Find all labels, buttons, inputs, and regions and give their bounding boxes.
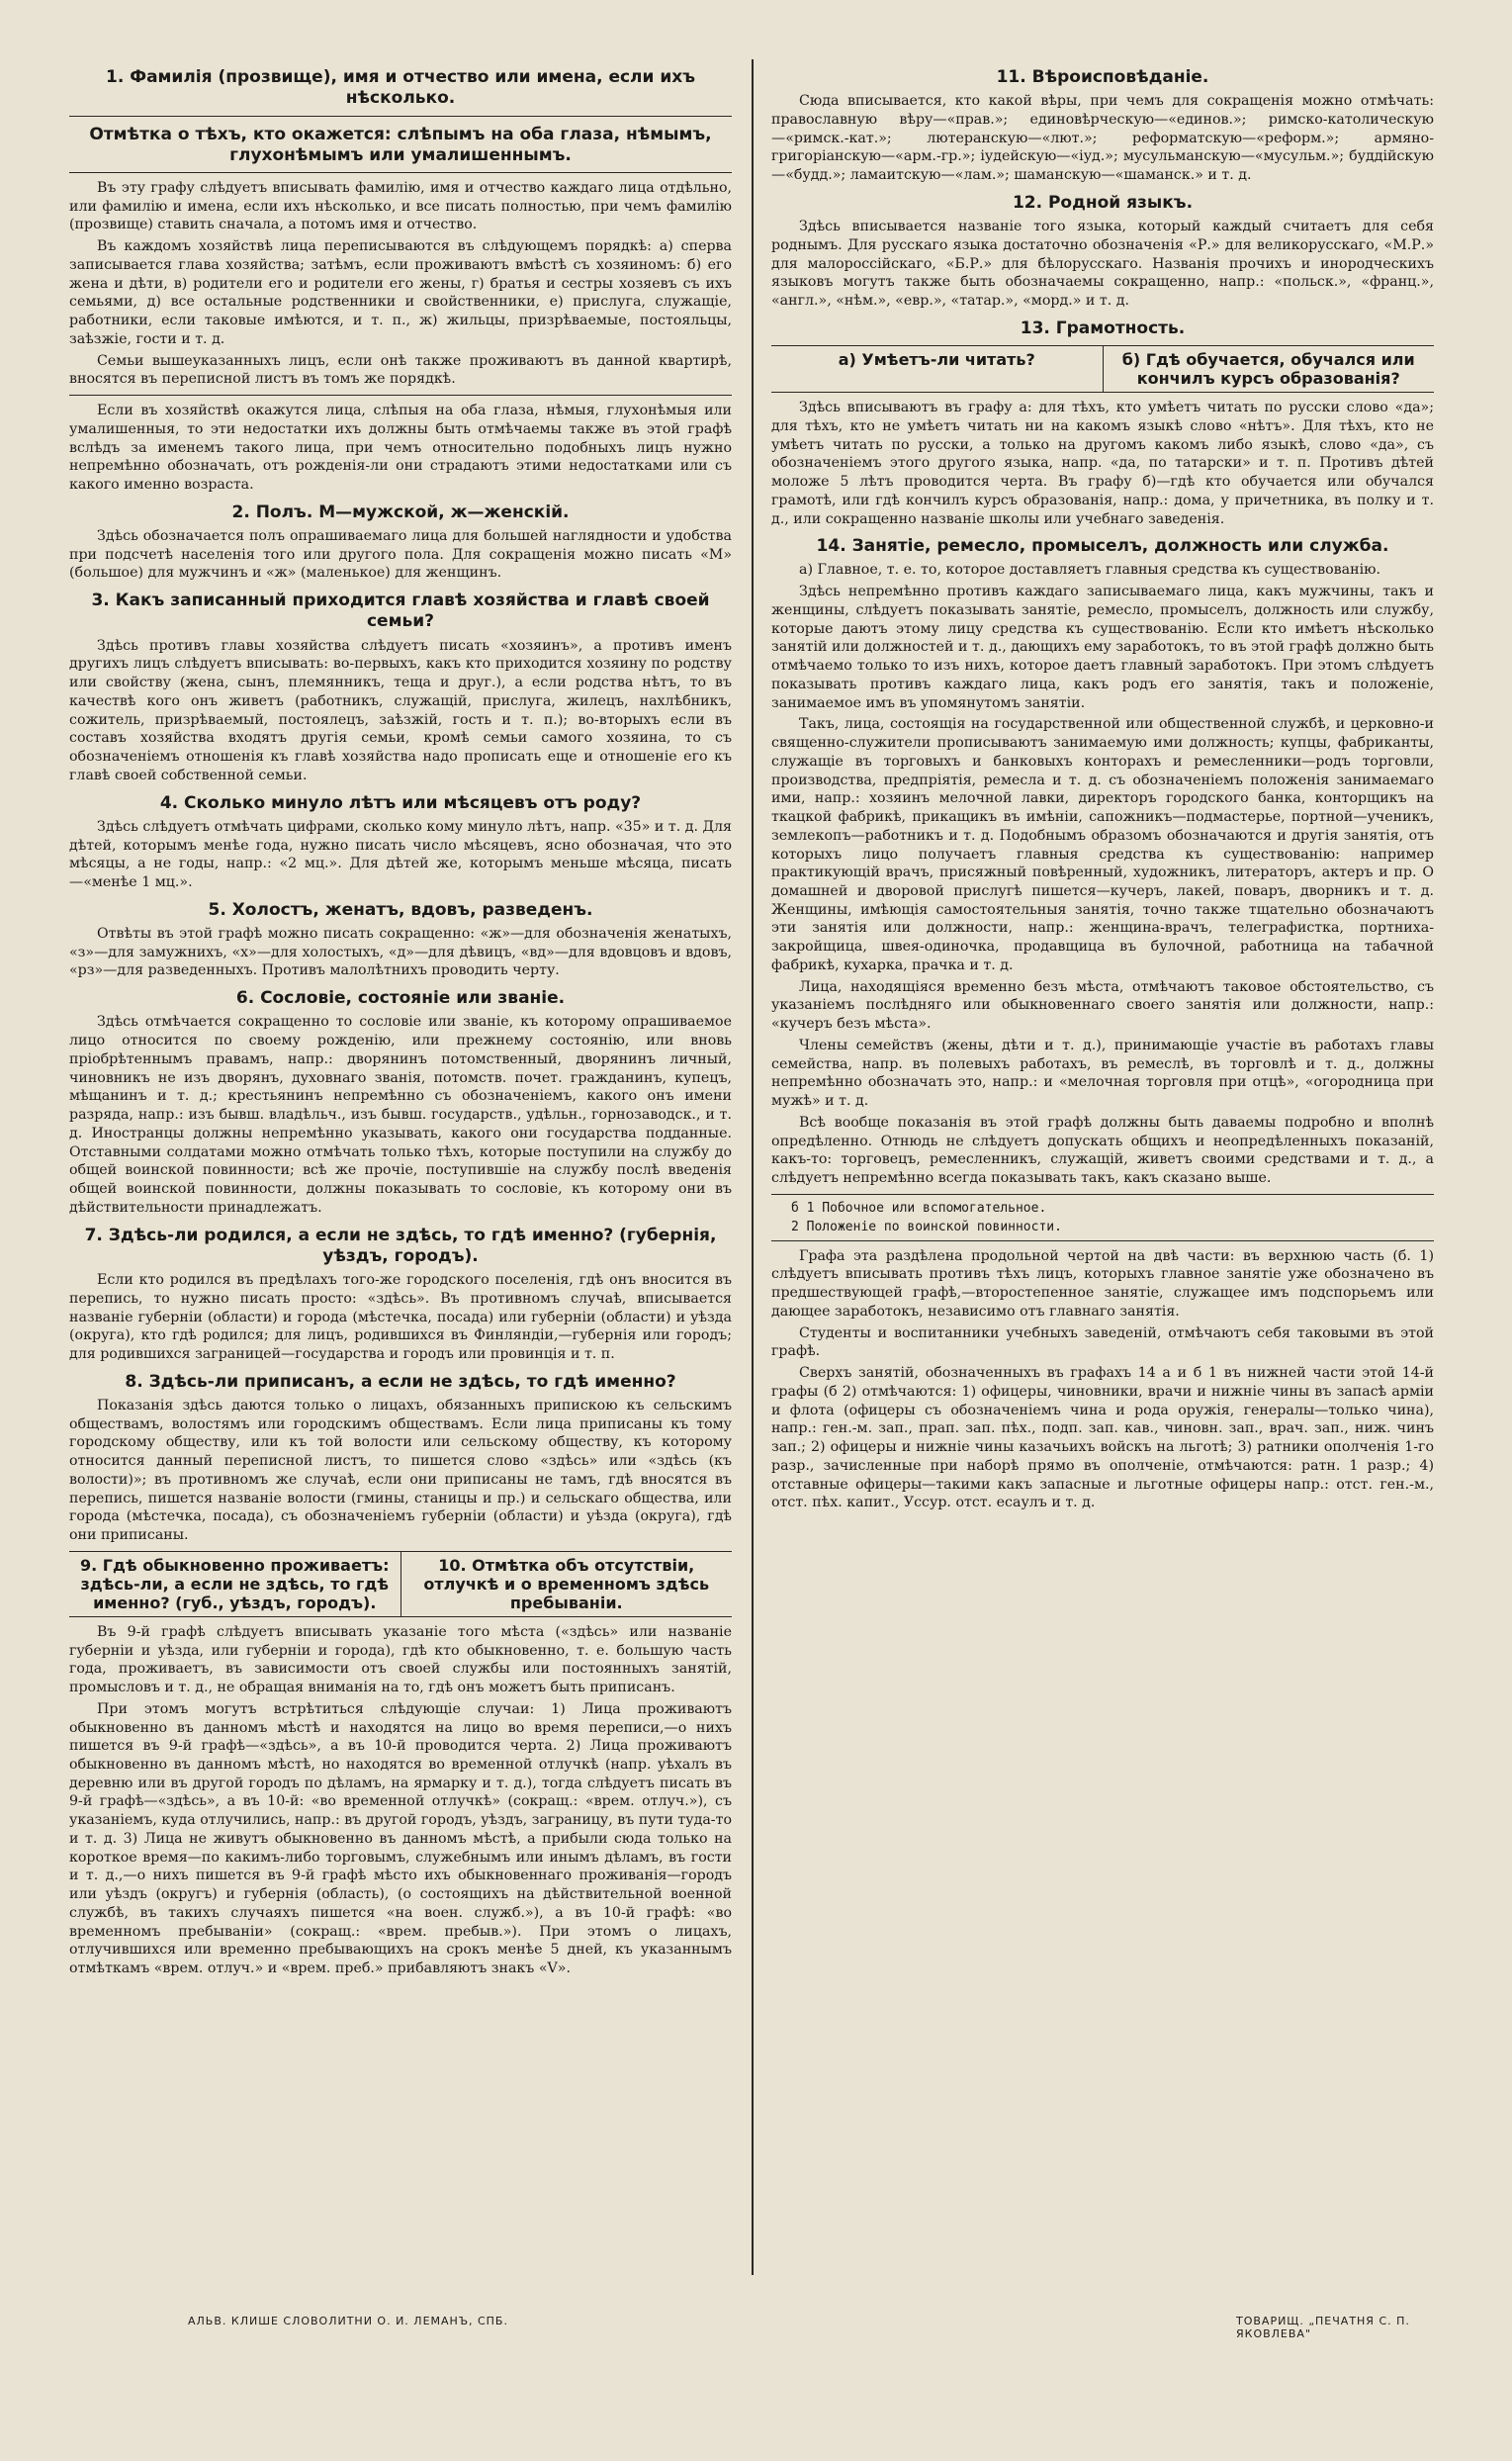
section-14-paragraph: а) Главное, т. е. то, которое доставляетъ главныя средства къ существованію. bbox=[799, 562, 1380, 579]
section-8-title: 8. Здѣсь-ли приписанъ, а если не здѣсь, то гдѣ именно? bbox=[125, 1371, 676, 1392]
section-6-paragraph: Здѣсь отмѣчается сокращенно то сословіе или званіе, къ которому опрашиваемое лицо относится по своему рожденію, или прежнему состоянію, или вновь пріобрѣтеннымъ правамъ, напр.: дворянинъ потомственный, дворянинъ личный, чиновникъ не изъ дворянъ, духовнаго званія, потомств. почет. гражданинъ, купецъ, мѣщанинъ и т. д.; крестьянинъ непремѣнно съ обозначеніемъ, какого онъ имени разряда, напр.: изъ бывш. владѣльч., изъ бывш. государств., удѣльн., горнозаводск., и т. д. Иностранцы должны непремѣнно указывать, какого они государства подданные. Отставными солдатами можно отмѣчать только тѣхъ, которые поступили на службу до общей воинской повинности; всѣ же прочіе, поступившіе на службу послѣ введенія общей воинской повинности, должны показывать то сословіе, къ которому они въ дѣйствительности принадлежатъ. bbox=[69, 1014, 732, 1216]
section-7-paragraph: Если кто родился въ предѣлахъ того-же городского поселенія, гдѣ онъ вносится въ перепись, то нужно писать просто: «здѣсь». Въ противномъ случаѣ, вписывается названіе губерніи (области) и города (мѣстечка, посада) или губерніи (области) и уѣзда (округа), кто гдѣ родился; для лицъ, родившихся въ Финляндіи,—губернія или городъ; для родившихся заграницей—государства и городъ или провинція и т. п. bbox=[69, 1272, 732, 1362]
printer-credit-right: ТОВАРИЩ. „ПЕЧАТНЯ С. П. ЯКОВЛЕВА" bbox=[1236, 2315, 1410, 2340]
section-14-paragraph: Лица, находящіяся временно безъ мѣста, отмѣчаютъ таковое обстоятельство, съ указаніемъ послѣдняго или обыкновеннаго своего занятія или должности, напр.: «кучеръ безъ мѣста». bbox=[771, 978, 1434, 1033]
section-1-paragraph: Семьи вышеуказанныхъ лицъ, если онѣ также проживаютъ въ данной квартирѣ, вносятся въ переписной листъ въ томъ же порядкѣ. bbox=[69, 352, 732, 388]
section-10-title: 10. Отмѣтка объ отсутствіи, отлучкѣ и о временномъ здѣсь пребываніи. bbox=[423, 1555, 710, 1612]
section-4-title: 4. Сколько минуло лѣтъ или мѣсяцевъ отъ роду? bbox=[159, 792, 642, 813]
printer-credit-left: АЛЬВ. КЛИШЕ СЛОВОЛИТНИ О. И. ЛЕМАНЪ, СПБ. bbox=[188, 2315, 508, 2327]
census-instructions-page bbox=[69, 59, 1434, 2374]
section-11-paragraph: Сюда вписывается, кто какой вѣры, при чемъ для сокращенія можно отмѣчать: православную вѣру—«прав.»; единовѣрческую—«единов.»; римско-католическую—«римск.-кат.»; лютеранскую—«лют.»; реформатскую—«реформ.»; армяно-григоріанскую—«арм.-гр.»; іудейскую—«іуд.»; мусульманскую—«мусульм.»; буддійскую—«будд.»; ламаитскую—«лам.»; шаманскую—«шаманск.» и т. д. bbox=[771, 93, 1434, 184]
section-2-title: 2. Полъ. М—мужской, ж—женскій. bbox=[231, 501, 570, 522]
section-8-paragraph: Показанія здѣсь даются только о лицахъ, обязанныхъ припискою къ сельскимъ обществамъ, волостямъ или городскимъ обществамъ. Если лица приписаны къ тому городскому обществу, или къ той волости или сельскому обществу, къ которому относится данный переписной листъ, то пишется слово «здѣсь» или «здѣсь (къ волости)»; въ противномъ же случаѣ, если они приписаны не тамъ, гдѣ вносятся въ перепись, пишется названіе волости (гмины, станицы и пр.) и сельскаго общества, или города (мѣстечка, посада), съ обозначеніемъ губерніи (области) и уѣзда (округа), гдѣ они приписаны. bbox=[69, 1397, 732, 1544]
rule bbox=[69, 172, 732, 173]
section-12-title: 12. Родной языкъ. bbox=[1012, 192, 1194, 213]
section-14-paragraph: Графа эта раздѣлена продольной чертой на двѣ части: въ верхнюю часть (б. 1) слѣдуетъ вписывать противъ тѣхъ лицъ, которыхъ главное занятіе уже обозначено въ предшествующей графѣ,—второстепенное занятіе, служащее имъ подспорьемъ или дающее заработокъ, независимо отъ главнаго занятія. bbox=[771, 1247, 1434, 1320]
section-14-paragraph: Студенты и воспитанники учебныхъ заведеній, отмѣчаютъ себя таковыми въ этой графѣ. bbox=[771, 1324, 1434, 1360]
section-5-title: 5. Холостъ, женатъ, вдовъ, разведенъ. bbox=[208, 899, 593, 920]
section-14-paragraph: Такъ, лица, состоящія на государственной или общественной службѣ, и церковно-и священно-служители прописываютъ занимаемую ими должность; купцы, фабриканты, служащіе въ торговыхъ и банковыхъ конторахъ и ремесленники—родъ торговли, производства, предпріятія, ремесла и т. д. съ обозначеніемъ положенія занимаемаго ими, напр.: хозяинъ мелочной лавки, директоръ городского банка, конторщикъ на ткацкой фабрикѣ, прикащикъ въ имѣніи, сапожникъ—подмастерье, портной—ученикъ, землекопъ—работникъ и т. д. Подобнымъ образомъ обозначаются и другія занятія, отъ которыхъ лицо получаетъ главныя средства къ существованію: например практикующій врачъ, присяжный повѣренный, художникъ, литераторъ, актеръ и пр. О домашней и дворовой прислугѣ пишется—кучеръ, лакей, поваръ, дворникъ и т. д. Женщины, имѣющія самостоятельныя занятія, точно также тщательно обозначаютъ эти занятія или должности, напр.: женщина-врачъ, телеграфистка, портниха-закройщица, швея-одиночка, продавщица въ булочной, работница на табачной фабрикѣ, кухарка, прачка и т. д. bbox=[771, 716, 1434, 973]
section-14-b2: 2 Положеніе по воинской повинности. bbox=[791, 1219, 1062, 1234]
section-9-paragraph: При этомъ могутъ встрѣтиться слѣдующіе случаи: 1) Лица проживаютъ обыкновенно въ данномъ мѣстѣ и находятся на лицо во время переписи,—о нихъ пишется въ 9-й графѣ—«здѣсь», а въ 10-й проводится черта. 2) Лица проживаютъ обыкновенно въ данномъ мѣстѣ, но находятся во временной отлучкѣ (напр. уѣхалъ въ деревню или въ другой городъ по дѣламъ, на ярмарку и т. д.), тогда слѣдуетъ писать въ 9-й графѣ—«здѣсь», а въ 10-й: «во временной отлучкѣ» (сокращ.: «врем. отлуч.»), съ указаніемъ, куда отлучились, напр.: въ другой городъ, уѣздъ, заграницу, въ пути туда-то и т. д. 3) Лица не живутъ обыкновенно въ данномъ мѣстѣ, а прибыли сюда только на короткое время—по какимъ-либо торговымъ, служебнымъ или инымъ дѣламъ, въ гости и т. д.,—о нихъ пишется въ 9-й графѣ мѣсто ихъ обыкновеннаго проживанія—городъ или уѣздъ (округъ) и губернія (область), (о состоящихъ на дѣйствительной военной службѣ, въ такихъ случаяхъ пишется «на воен. служб.»), а въ 10-й графѣ: «во временномъ пребываніи» (сокращ.: «врем. пребыв.»). При этомъ о лицахъ, отлучившихся или временно пребывающихъ на срокъ менѣе 5 дней, къ указаннымъ отмѣткамъ «врем. отлуч.» и «врем. преб.» прибавляютъ знакъ «V». bbox=[69, 1700, 732, 1977]
section-13-title: 13. Грамотность. bbox=[1020, 318, 1186, 338]
section-9-title: 9. Гдѣ обыкновенно проживаетъ: здѣсь-ли, а если не здѣсь, то гдѣ именно? (губ., уѣздъ, городъ). bbox=[69, 1552, 401, 1616]
section-1-paragraph: Если въ хозяйствѣ окажутся лица, слѣпыя на оба глаза, нѣмыя, глухонѣмыя или умалишенныя, то эти недостатки ихъ должны быть отмѣчаемы также въ этой графѣ вслѣдъ за именемъ такого лица, при чемъ относительно подобныхъ лицъ нужно непремѣнно обозначать, отъ рожденія-ли они страдаютъ этими недостатками или съ какого именно возраста. bbox=[69, 403, 732, 494]
section-1-paragraph: Въ каждомъ хозяйствѣ лица переписываются въ слѣдующемъ порядкѣ: а) сперва записывается глава хозяйства; затѣмъ, если проживаютъ вмѣстѣ съ хозяиномъ: б) его жена и дѣти, в) родители его и родители его жены, г) братья и сестры хозяевъ съ ихъ семьями, д) все остальные родственники и свойственники, е) прислуга, служащіе, работники, если таковые имѣются, и т. п., ж) жильцы, призрѣваемые, постояльцы, заѣзжіе, гости и т. д. bbox=[69, 238, 732, 347]
rule bbox=[771, 1194, 1434, 1195]
rule bbox=[69, 395, 732, 396]
rule bbox=[69, 116, 732, 117]
section-12-paragraph: Здѣсь вписывается названіе того языка, который каждый считаетъ для себя роднымъ. Для русскаго языка достаточно обозначенія «Р.» для великорусскаго, «М.Р.» для малороссійскаго, «Б.Р.» для бѣлорусскаго. Названія прочихъ и инородческихъ языковъ могутъ также быть обозначаемы сокращенно, напр.: «польск.», «франц.», «англ.», «нѣм.», «евр.», «татар.», «морд.» и т. д. bbox=[771, 219, 1434, 310]
left-column bbox=[69, 59, 732, 2275]
right-column bbox=[771, 59, 1434, 2275]
section-13-paragraph: Здѣсь вписываютъ въ графу а: для тѣхъ, кто умѣетъ читать по русски слово «да»; для тѣхъ, кто не умѣетъ читать ни на какомъ языкѣ слово «нѣтъ». Для тѣхъ, кто не умѣетъ читать по русски, а только на другомъ какомъ либо языкѣ, слово «да», съ обозначеніемъ этого другого языка, напр. «да, по татарски» и т. п. Противъ дѣтей моложе 5 лѣтъ проводится черта. Въ графу б)—гдѣ кто обучается или обучался грамотѣ, или гдѣ кончилъ курсъ образованія, напр.: дома, у причетника, въ полку и т. д., или сокращенно названіе школы или учебнаго заведенія. bbox=[771, 400, 1434, 527]
section-1-title: 1. Фамилія (прозвище), имя и отчество или имена, если ихъ нѣсколько. bbox=[106, 67, 695, 109]
section-13-b: б) Гдѣ обучается, обучался или кончилъ курсъ образованія? bbox=[1121, 350, 1415, 389]
sections-9-10-header bbox=[69, 1551, 732, 1617]
section-4-paragraph: Здѣсь слѣдуетъ отмѣчать цифрами, сколько кому минуло лѣтъ, напр. «35» и т. д. Для дѣтей, которымъ менѣе года, нужно писать число мѣсяцевъ, ясно обозначая, что это мѣсяцы, а не годы, напр.: «2 мц.». Для дѣтей же, которымъ меньше мѣсяца, писать—«менѣе 1 мц.». bbox=[69, 818, 732, 891]
section-9-paragraph: Въ 9-й графѣ слѣдуетъ вписывать указаніе того мѣста («здѣсь» или названіе губерніи и уѣзда, или губерніи и города), гдѣ кто обыкновенно, т. е. большую часть года, проживаетъ, въ зависимости отъ своей службы или постоянныхъ занятій, промысловъ и т. д., не обращая вниманія на то, гдѣ онъ можетъ быть приписанъ. bbox=[69, 1623, 732, 1696]
section-1-subtitle: Отмѣтка о тѣхъ, кто окажется: слѣпымъ на оба глаза, нѣмымъ, глухонѣмымъ или умалишеннымъ. bbox=[89, 124, 712, 165]
section-6-title: 6. Сословіе, состояніе или званіе. bbox=[235, 988, 566, 1009]
section-3-title: 3. Какъ записанный приходится главѣ хозяйства и главѣ своей семьи? bbox=[91, 591, 710, 632]
section-14-paragraph: Члены семействъ (жены, дѣти и т. д.), принимающіе участіе въ работахъ главы семейства, напр. въ полевыхъ работахъ, въ ремеслѣ, въ торговлѣ и т. д., должны непремѣнно обозначать это, напр.: и «мелочная торговля при отцѣ», «огородница при мужѣ» и т. д. bbox=[771, 1037, 1434, 1110]
section-14-paragraph: Здѣсь непремѣнно противъ каждаго записываемаго лица, какъ мужчины, такъ и женщины, слѣдуетъ показывать занятіе, ремесло, промыселъ, должность или службу, которые даютъ этому лицу средства къ существованію. Если кто имѣетъ нѣсколько занятій или должностей и т. д., дающихъ ему заработокъ, то въ этой графѣ должно быть отмѣчаемо только то изъ нихъ, которое даетъ главный заработокъ. При этомъ слѣдуетъ показывать противъ каждаго лица, какъ родъ его занятія, такъ и положеніе, занимаемое имъ въ упомянутомъ занятіи. bbox=[771, 584, 1434, 711]
section-14-b1: б 1 Побочное или вспомогательное. bbox=[791, 1200, 1047, 1216]
section-5-paragraph: Отвѣты въ этой графѣ можно писать сокращенно: «ж»—для обозначенія женатыхъ, «з»—для замужнихъ, «х»—для холостыхъ, «д»—для дѣвицъ, «вд»—для вдовцовъ и вдовъ, «рз»—для разведенныхъ. Противъ малолѣтнихъ проводить черту. bbox=[69, 926, 732, 979]
section-1-paragraph: Въ эту графу слѣдуетъ вписывать фамилію, имя и отчество каждаго лица отдѣльно, или фамилію и имена, если ихъ нѣсколько, и все писать полностью, при чемъ фамилію (прозвище) ставить сначала, а потомъ имя и отчество. bbox=[69, 180, 732, 233]
section-14-title: 14. Занятіе, ремесло, промыселъ, должность или служба. bbox=[816, 536, 1389, 557]
section-13-a: а) Умѣетъ-ли читать? bbox=[771, 346, 1104, 392]
section-11-title: 11. Вѣроисповѣданіе. bbox=[996, 67, 1209, 87]
section-14-paragraph: Сверхъ занятій, обозначенныхъ въ графахъ 14 а и б 1 въ нижней части этой 14-й графы (б 2) отмѣчаются: 1) офицеры, чиновники, врачи и нижніе чины въ запасѣ арміи и флота (офицеры съ обозначеніемъ чина и рода оружія, генералы—только чина), напр.: ген.-м. зап., прап. зап. пѣх., подп. зап. кав., чиновн. зап., врач. зап., ниж. чинъ зап.; 2) офицеры и нижніе чины казачьихъ войскъ на льготѣ; 3) ратники ополченія 1-го разр., зачисленные при наборѣ прямо въ ополченіе, отмѣчаются: ратн. 1 разр.; 4) отставные офицеры—такими какъ запасные и льготные офицеры напр.: отст. ген.-м., отст. пѣх. капит., Уссур. отст. есаулъ и т. д. bbox=[771, 1365, 1434, 1511]
section-14-paragraph: Всѣ вообще показанія въ этой графѣ должны быть даваемы подробно и вполнѣ опредѣленно. Отнюдь не слѣдуетъ допускать общихъ и неопредѣленныхъ показаній, какъ-то: торговецъ, ремесленникъ, служащій, живетъ своими средствами и т. д., а слѣдуетъ непремѣнно всегда показывать такъ, какъ сказано выше. bbox=[771, 1114, 1434, 1186]
column-divider bbox=[752, 59, 754, 2275]
rule bbox=[771, 1240, 1434, 1241]
section-13-subheader bbox=[771, 345, 1434, 393]
section-7-title: 7. Здѣсь-ли родился, а если не здѣсь, то гдѣ именно? (губернія, уѣздъ, городъ). bbox=[84, 1225, 717, 1266]
section-3-paragraph: Здѣсь противъ главы хозяйства слѣдуетъ писать «хозяинъ», а противъ именъ другихъ лицъ слѣдуетъ вписывать: во-первыхъ, какъ кто приходится хозяину по родству или свойству (жена, сынъ, племянникъ, теща и друг.), а если родства нѣтъ, то въ качествѣ кого онъ живетъ (работникъ, служащій, прислуга, жилецъ, нахлѣбникъ, сожитель, призрѣваемый, постоялецъ, заѣзжій, гость и т. п.); во-вторыхъ если въ составъ хозяйства входятъ другія семьи, кромѣ семьи самого хозяина, то съ обозначеніемъ отношенія къ главѣ хозяйства надо прописать еще и отношеніе его къ главѣ своей собственной семьи. bbox=[69, 637, 732, 783]
section-2-paragraph: Здѣсь обозначается полъ опрашиваемаго лица для большей наглядности и удобства при подсчетѣ населенія того или другого пола. Для сокращенія можно писать «М» (большое) для мужчинъ и «ж» (маленькое) для женщинъ. bbox=[69, 528, 732, 582]
